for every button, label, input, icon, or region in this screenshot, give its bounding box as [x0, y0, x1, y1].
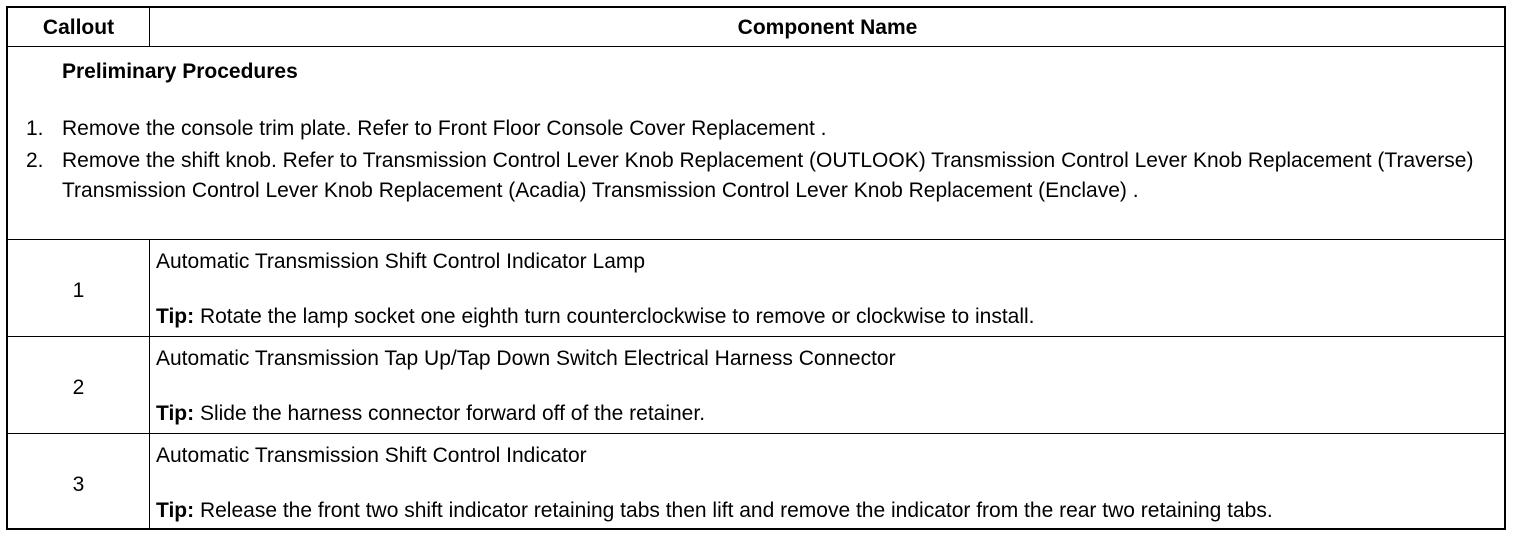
component-name: Automatic Transmission Tap Up/Tap Down Switch Electrical Harness Connector: [156, 347, 896, 370]
tip-text: Rotate the lamp socket one eighth turn counterclockwise to remove or clockwise to install.: [199, 305, 1035, 328]
component-tip: [156, 305, 1035, 329]
row-rule: [8, 336, 1504, 337]
component-name: Automatic Transmission Shift Control Indicator: [156, 444, 587, 467]
step-item: [22, 114, 1498, 144]
step-text: Remove the shift knob. Refer to Transmission Control Lever Knob Replacement (OUTLOOK) Transmission Control Lever Knob Replacement (Traverse) Transmission Control Lever Knob Replacement (Acadia) Transmission Control Lever Knob Replacement (Enclave) .: [62, 149, 1474, 202]
header-divider: [149, 8, 150, 46]
preliminary-steps: [22, 114, 1498, 208]
component-name: Automatic Transmission Shift Control Indicator Lamp: [156, 250, 646, 273]
header-rule: [8, 46, 1504, 47]
row-rule: [8, 433, 1504, 434]
header-callout: Callout: [42, 16, 115, 39]
tip-label: Tip:: [156, 402, 195, 425]
callout-number: 2: [72, 376, 85, 399]
step-item: [22, 146, 1498, 206]
preliminary-title: Preliminary Procedures: [62, 60, 298, 83]
step-number: 1.: [26, 117, 44, 140]
header-component-name: Component Name: [737, 16, 918, 39]
component-tip: [156, 499, 1273, 523]
step-number: 2.: [26, 149, 44, 172]
callout-number: 3: [72, 473, 85, 496]
step-text: Remove the console trim plate. Refer to Front Floor Console Cover Replacement .: [62, 117, 827, 140]
procedure-table: [6, 6, 1506, 530]
callout-divider: [149, 239, 150, 528]
component-tip: [156, 402, 705, 426]
tip-label: Tip:: [156, 305, 195, 328]
preliminary-rule: [8, 239, 1504, 240]
callout-number: 1: [72, 279, 85, 302]
tip-text: Release the front two shift indicator retaining tabs then lift and remove the indicator from the rear two retaining tabs.: [199, 499, 1273, 522]
tip-label: Tip:: [156, 499, 195, 522]
tip-text: Slide the harness connector forward off of the retainer.: [199, 402, 706, 425]
